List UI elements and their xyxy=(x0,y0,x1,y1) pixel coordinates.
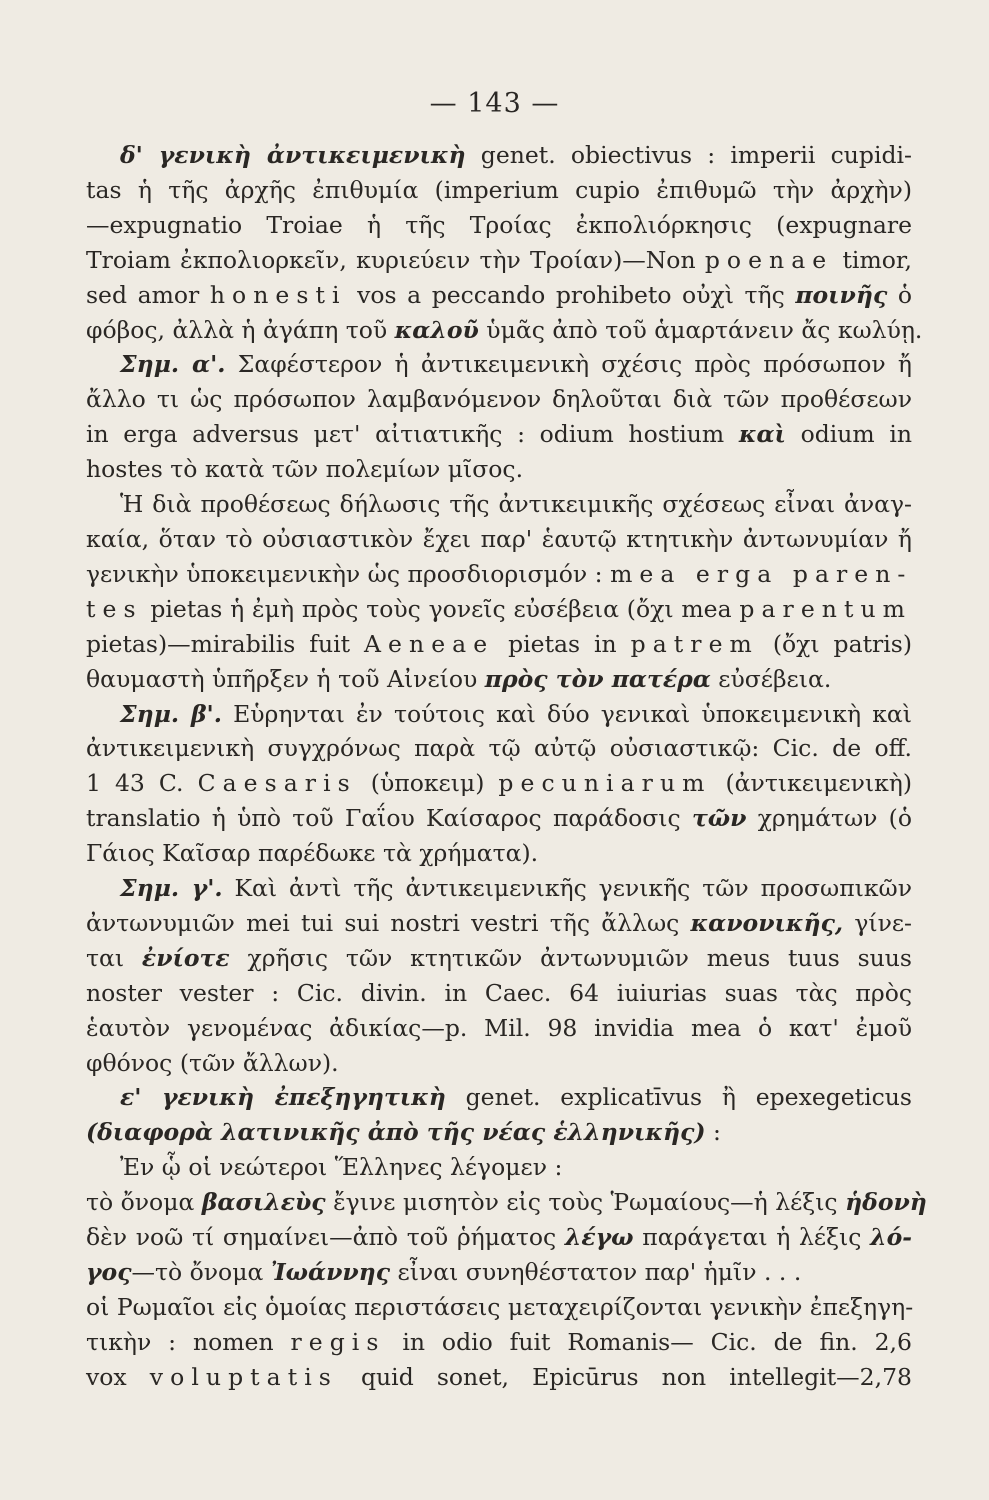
text-line xyxy=(86,382,912,417)
spaced-text: Caesaris xyxy=(197,769,357,798)
text-line xyxy=(86,417,912,452)
text-run: (ὄχι patris) xyxy=(758,629,913,658)
page-number: — 143 — xyxy=(429,88,560,119)
emphasis-text: πρὸς τὸν πατέρα xyxy=(484,664,711,693)
text-run: tas ἡ τῆς ἀρχῆς ἐπιθυμία (imperium cupio ἐπιθυμῶ τὴν ἀρχὴν) xyxy=(86,175,912,204)
text-line xyxy=(86,801,912,836)
emphasis-text: βασιλεὺς xyxy=(201,1188,326,1217)
text-line xyxy=(86,766,912,801)
text-line xyxy=(86,1185,927,1220)
emphasis-text: Σημ. γ'. xyxy=(120,874,223,903)
text-run: Εὑρηνται ἐν τούτοις καὶ δύο γενικαὶ ὑποκειμενικὴ καὶ xyxy=(221,699,913,728)
emphasis-text: Ἰωάννης xyxy=(270,1258,391,1286)
emphasis-text: Σημ. β'. xyxy=(120,699,222,728)
text-line xyxy=(86,1046,912,1081)
emphasis-text: (διαφορὰ λατινικῆς ἀπὸ τῆς νέας ἑλληνικῆς) xyxy=(86,1118,706,1147)
text-run: Ἡ διὰ προθέσεως δήλωσις τῆς ἀντικειμικῆς σχέσεως εἶναι ἀναγ- xyxy=(120,490,912,519)
text-line xyxy=(86,906,912,941)
text-line xyxy=(86,1115,912,1150)
text-line xyxy=(86,313,923,348)
text-run: odium in xyxy=(785,420,912,449)
spaced-text: tes xyxy=(86,594,143,623)
text-run: genet. obiectivus : imperii cupidi- xyxy=(465,141,912,169)
text-run: pietas ἡ ἐμὴ πρὸς τοὺς γονεῖς εὐσέβεια (ὄχι mea xyxy=(142,594,740,623)
text-line xyxy=(86,278,912,313)
emphasis-text: ἐνίοτε xyxy=(141,943,230,972)
text-run: χρῆσις τῶν κτητικῶν ἀντωνυμιῶν meus tuus suus xyxy=(229,943,912,972)
text-run: ὁ xyxy=(887,280,912,309)
text-run: 1 43 C. xyxy=(86,769,198,798)
text-run: hostes τὸ κατὰ τῶν πολεμίων μῖσος. xyxy=(86,455,524,484)
text-line xyxy=(86,697,912,732)
text-run: τὸ ὄνομα xyxy=(86,1188,202,1217)
text-line xyxy=(86,1325,912,1360)
text-run: οἱ Ρωμαῖοι εἰς ὁμοίας περιστάσεις μεταχειρίζονται γενικὴν ἐπεξηγη- xyxy=(86,1292,914,1321)
text-line xyxy=(86,487,912,522)
text-run: quid sonet, Epicūrus non intellegit—2,78 xyxy=(337,1362,912,1391)
spaced-text: honesti xyxy=(209,280,347,309)
emphasis-text: γος xyxy=(86,1258,132,1286)
text-line xyxy=(86,1255,912,1290)
text-run: χρημάτων (ὁ xyxy=(746,804,912,833)
text-line xyxy=(86,452,912,487)
text-run: —expugnatio Troiae ἡ τῆς Τροίας ἐκπολιόρκησις (expugnare xyxy=(86,210,912,239)
spaced-text: Aeneae xyxy=(364,629,495,658)
emphasis-text: ποινῆς xyxy=(795,280,888,309)
text-run: ἀντικειμενικὴ συγχρόνως παρὰ τῷ αὐτῷ οὐσιαστικῷ: Cic. de off. xyxy=(86,734,912,763)
text-line xyxy=(86,871,912,906)
text-line xyxy=(86,1150,912,1185)
emphasis-text: τῶν xyxy=(691,804,747,833)
emphasis-text: καὶ xyxy=(738,420,786,449)
text-run: γίνε- xyxy=(843,908,912,937)
text-line xyxy=(86,836,912,871)
text-run: δὲν νοῶ τί σημαίνει—ἀπὸ τοῦ ῥήματος xyxy=(86,1223,565,1252)
text-run: ὑμᾶς ἀπὸ τοῦ ἁμαρτάνειν ἄς κωλύῃ. xyxy=(478,315,923,344)
text-line xyxy=(86,208,912,243)
text-run: θαυμαστὴ ὑπῆρξεν ἡ τοῦ Αἰνείου xyxy=(86,664,485,693)
spaced-text: patrem xyxy=(630,629,759,658)
text-run: εὐσέβεια. xyxy=(710,664,832,693)
text-run: καία, ὅταν τὸ οὐσιαστικὸν ἔχει παρ' ἑαυτῷ κτητικὴν ἀντωνυμίαν ἤ xyxy=(86,524,912,553)
text-line xyxy=(86,522,912,557)
text-line xyxy=(86,243,912,278)
text-line xyxy=(86,941,912,976)
text-run: ται xyxy=(86,943,142,972)
text-run: vox xyxy=(86,1362,150,1391)
text-line xyxy=(86,347,912,382)
text-run: Ἐν ᾧ οἱ νεώτεροι Ἕλληνες λέγομεν : xyxy=(120,1153,563,1182)
text-line xyxy=(86,627,912,662)
text-run: τικὴν : nomen xyxy=(86,1327,291,1356)
text-run: in odio fuit Romanis— Cic. de fin. 2,6 xyxy=(385,1327,912,1356)
text-run: pietas)—mirabilis fuit xyxy=(86,629,365,658)
emphasis-text: καλοῦ xyxy=(394,315,479,344)
text-run: pietas in xyxy=(494,629,631,658)
text-run: ἀντωνυμιῶν mei tui sui nostri vestri τῆς ἄλλως xyxy=(86,908,691,937)
text-run: ἄλλο τι ὡς πρόσωπον λαμβανόμενον δηλοῦται διὰ τῶν προθέσεων xyxy=(86,385,912,414)
text-run: Γάιος Καῖσαρ παρέδωκε τὰ χρήματα). xyxy=(86,839,539,868)
text-run: εἶναι συνηθέστατον παρ' ἡμῖν . . . xyxy=(390,1258,802,1286)
text-line xyxy=(86,1360,912,1395)
emphasis-text: λό- xyxy=(870,1223,912,1252)
text-run: in erga adversus μετ' αἰτιατικῆς : odium hostium xyxy=(86,420,739,449)
text-line xyxy=(86,557,912,592)
text-line xyxy=(86,1011,912,1046)
spaced-text: regis xyxy=(290,1327,386,1356)
text-run: ἑαυτὸν γενομένας ἀδικίας—p. Mil. 98 invidia mea ὁ κατ' ἐμοῦ xyxy=(86,1013,912,1042)
spaced-text: poenae xyxy=(704,245,834,274)
text-run: —τὸ ὄνομα xyxy=(131,1258,271,1286)
text-run: Καὶ ἀντὶ τῆς ἀντικειμενικῆς γενικῆς τῶν προσωπικῶν xyxy=(222,874,912,903)
text-run: Troiam ἐκπολιορκεῖν, κυριεύειν τὴν Τροίαν)—Non xyxy=(86,245,705,274)
emphasis-text: δ' γενικὴ ἀντικειμενικὴ xyxy=(120,141,466,169)
text-run: φόβος, ἀλλὰ ἡ ἀγάπη τοῦ xyxy=(86,315,395,344)
spaced-text: pecuniarum xyxy=(498,769,712,798)
text-line xyxy=(86,173,912,208)
spaced-text: parentum xyxy=(739,594,912,623)
text-run: noster vester : Cic. divin. in Caec. 64 iuiurias suas τὰς πρὸς xyxy=(86,978,912,1007)
text-run: φθόνος (τῶν ἄλλων). xyxy=(86,1048,339,1077)
text-line xyxy=(86,1220,912,1255)
emphasis-text: ἡδονὴ xyxy=(845,1188,927,1217)
text-run: sed amor xyxy=(86,280,210,309)
text-run: vos a peccando prohibeto οὐχὶ τῆς xyxy=(346,280,796,309)
text-line xyxy=(86,976,912,1011)
text-line xyxy=(86,1080,912,1115)
emphasis-text: κανονικῆς, xyxy=(690,908,844,937)
text-line xyxy=(86,1290,912,1325)
emphasis-text: ε' γενικὴ ἐπεξηγητικὴ xyxy=(120,1083,446,1112)
text-run: παράγεται ἡ λέξις xyxy=(633,1223,871,1252)
text-run: genet. explicatīvus ἢ epexegeticus xyxy=(445,1083,912,1112)
text-run: γενικὴν ὑποκειμενικὴν ὡς προσδιορισμόν : xyxy=(86,559,611,588)
text-run: : xyxy=(705,1118,721,1147)
text-run: timor, xyxy=(833,245,913,274)
text-run: ἔγινε μισητὸν εἰς τοὺς Ῥωμαίους—ἡ λέξις xyxy=(325,1188,846,1217)
emphasis-text: λέγω xyxy=(564,1223,634,1252)
body-text xyxy=(86,138,927,1395)
text-line xyxy=(86,138,912,173)
text-run: Σαφέστερον ἡ ἀντικειμενικὴ σχέσις πρὸς πρόσωπον ἤ xyxy=(225,350,912,379)
text-line xyxy=(86,662,912,697)
text-line xyxy=(86,731,912,766)
spaced-text: voluptatis xyxy=(149,1362,338,1391)
emphasis-text: Σημ. α'. xyxy=(120,350,226,379)
text-line xyxy=(86,592,912,627)
spaced-text: mea erga paren- xyxy=(610,559,913,588)
text-run: (ἀντικειμενικὴ) xyxy=(711,769,912,798)
text-run: translatio ἡ ὑπὸ τοῦ Γαΐου Καίσαρος παράδοσις xyxy=(86,804,692,833)
text-run: (ὑποκειμ) xyxy=(356,769,499,798)
